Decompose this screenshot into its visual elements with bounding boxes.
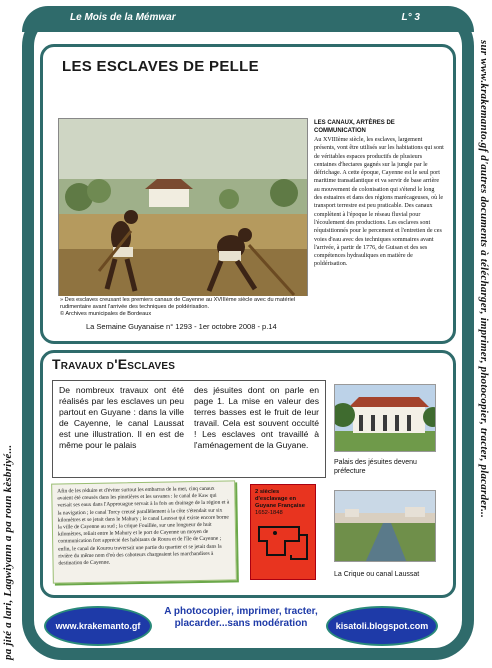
section1-title: LES ESCLAVES DE PELLE <box>62 58 259 75</box>
footer-slogan: A photocopier, imprimer, tracter, placarder...sans modération <box>164 606 318 629</box>
text-column-1: De nombreux travaux ont été réalisés par les esclaves un peu partout en Guyane : dans la ville de Cayenne, le canal Laussat est une illustration. Il en est de même pour le palais <box>59 385 184 450</box>
link-krakemanto[interactable]: www.krakemanto.gf <box>44 606 152 646</box>
side-text-left: pa jité a lari, Lagwiyann a pa roun kèsbriyé... <box>2 444 14 660</box>
side-text-right: sur www.krakemanto.gf d'autres documents à télécharger, imprimer, photocopier, tracter, placarder... <box>478 40 490 518</box>
section2-title: Travaux d'Esclaves <box>52 356 176 372</box>
ship-plan-icon <box>255 521 311 565</box>
header-bar <box>22 6 474 32</box>
article-canaux <box>314 120 444 269</box>
article-title: LES CANAUX, ARTÈRES DE COMMUNICATION <box>314 120 395 134</box>
book-title: 2 siècles d'esclavage en Guyane Française <box>255 489 305 509</box>
scanned-book-excerpt: Afin de les réduire et d'éviter surtout les embarras de la mer, cinq canaux avaient été creusés dans les pinotières et les savanes : le canal de Kaw qui versait ses eaux dans l'Approuague servait à la fois au drainage de la région et à la navigation ; le canal Torcy creusé parallèlement à la côte s'étendait sur six kilomètres et se jetait dans le Mahury ; le canal Laussat qui existe encore borne la ville de Cayenne au sud ; la crique Fouillée, sur une longueur de huit kilomètres, reliait entre le Mahury et le port de Cayenne un moyen de communication fort apprécié des habitants de Roura et de l'île de Cayenne ; enfin, le canal de Kourou traversait une partie du quartier et se jetait dans la rivière du même nom d'où des caboteurs chargeaient les marchandises à destination de Cayenne. <box>51 480 237 583</box>
header-title: Le Mois de la Mémwar <box>70 12 176 23</box>
palais-caption: Palais des jésuites devenu préfecture <box>334 459 417 475</box>
newspaper-credit: La Semaine Guyanaise n° 1293 - 1er octobre 2008 - p.14 <box>86 322 277 331</box>
palais-jesuites-photo <box>334 384 436 452</box>
book-years: 1652-1848 <box>255 510 283 516</box>
crique-caption: La Crique ou canal Laussat <box>334 571 420 578</box>
book-cover <box>250 484 316 580</box>
text-column-2: des jésuites dont on parle en page 1. La mise en valeur des terres basses est le fruit de leur travail. Cela est souvent occulté ! Les esclaves ont travaillé à l'aménagement de la Guyane. <box>194 385 319 450</box>
painting-caption: » Des esclaves creusant les premiers canaux de Cayenne au XVIIIème siècle avec du matériel rudimentaire avant l'arrivée des techniques de poldérisation. © Archives municipales de Bordeaux <box>58 296 308 318</box>
canal-laussat-photo <box>334 490 436 562</box>
slaves-digging-painting <box>58 118 308 316</box>
article-body: Au XVIIIème siècle, les esclaves, largement présents, vont être utilisés sur les habitations qui sont de véritables espaces productifs de plusieurs centaines d'hectares gagnés sur la jungle par le défrichage. A cette époque, Cayenne est le seul port maritime transatlantique et va servir de base arrière au mouvement de colonisation qui s'étend le long des estuaires et dans des régions marécageuses, où le transport terrestre est peu praticable. Des canaux complètent à l'époque le réseau fluvial pour l'écoulement des productions. Les esclaves sont réquisitionnés pour le percement et l'entretien de ces voies d'eau avec des techniques sommaires avant l'arrivée, à partir de 1776, de Guisan et des ses compétences hydrauliques en matière de poldérisation. <box>314 137 444 268</box>
page-number: L° 3 <box>401 12 420 23</box>
travaux-text-box <box>52 380 326 478</box>
link-kisatoli[interactable]: kisatoli.blogspot.com <box>326 606 438 646</box>
